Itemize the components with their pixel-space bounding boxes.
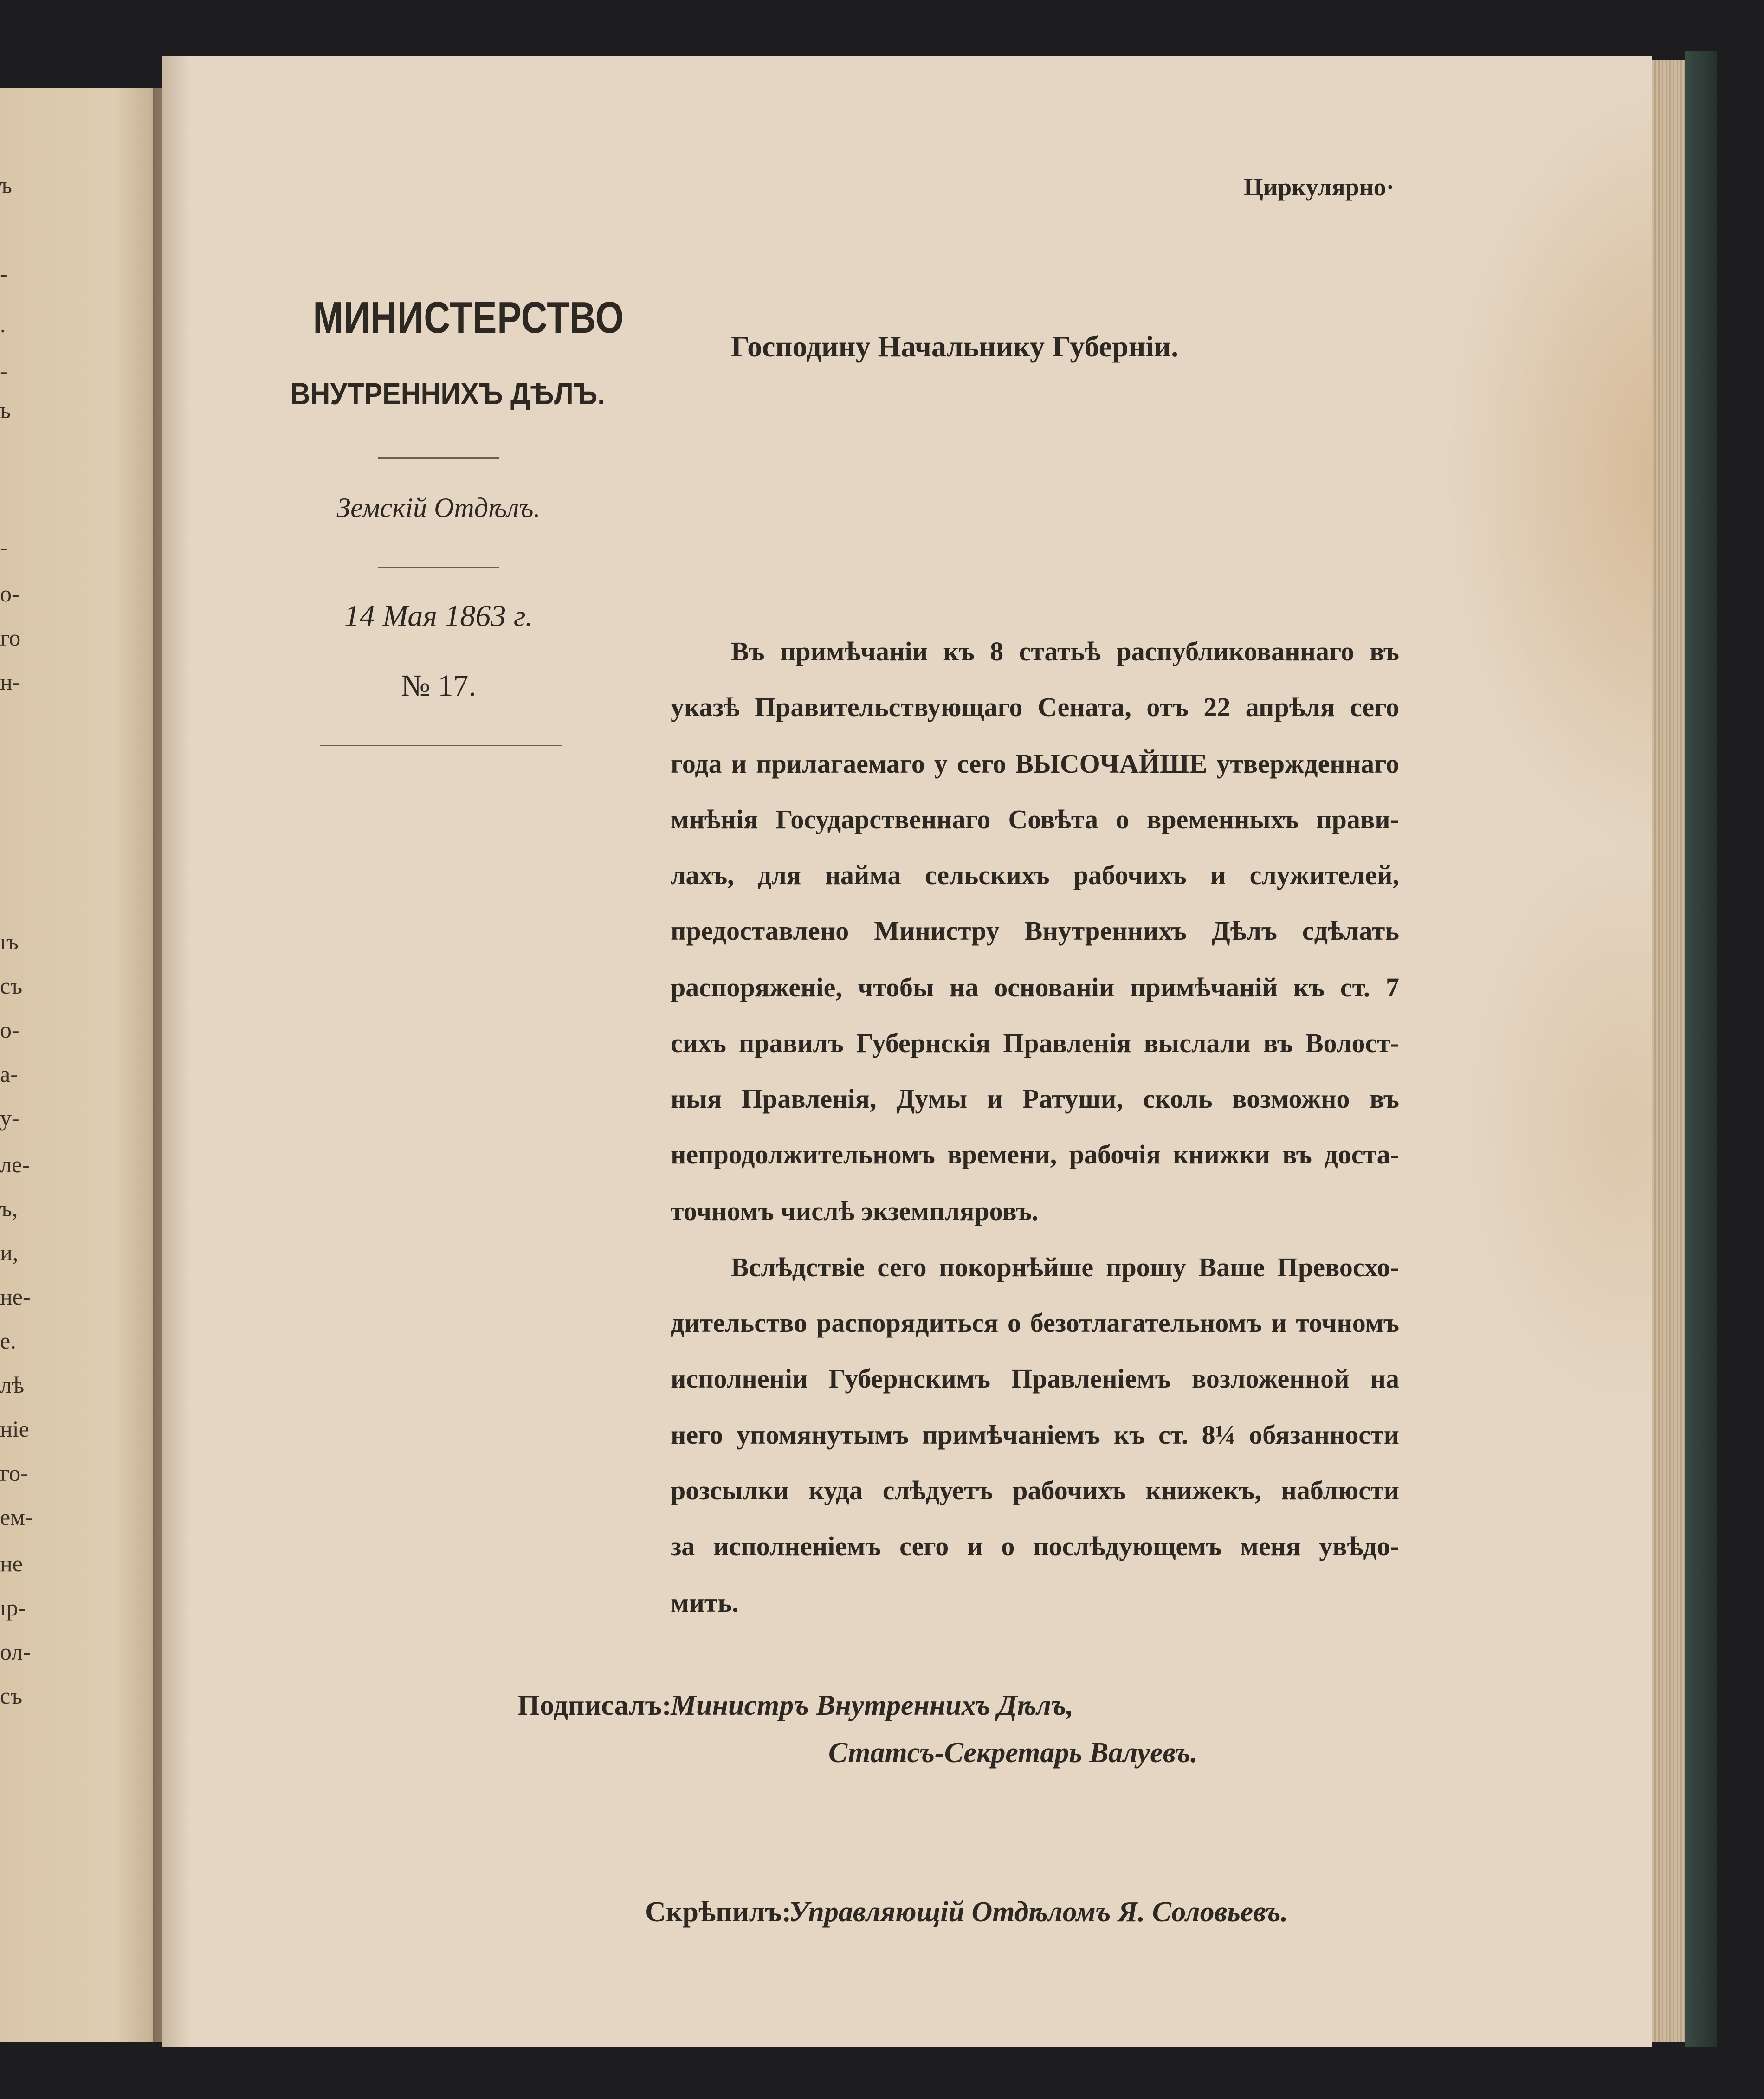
body-line: него упомянутымъ примѣчаніемъ къ ст. 8¼ обязанности <box>671 1420 1399 1450</box>
body-line: предоставлено Министру Внутреннихъ Дѣлъ сдѣлать <box>671 916 1399 946</box>
left-page-fragment: о- <box>0 1017 19 1043</box>
left-page-fragment: лѣ <box>0 1372 25 1398</box>
left-page-fragment: ıъ <box>0 929 19 955</box>
body-line: ныя Правленія, Думы и Ратуши, сколь возможно въ <box>671 1084 1399 1114</box>
ministry-subtitle: ВНУТРЕННИХЪ ДѢЛЪ. <box>290 376 605 411</box>
circular-mark: Циркулярно· <box>1244 173 1395 201</box>
body-line: года и прилагаемаго у сего ВЫСОЧАЙШЕ утвержденнаго <box>671 749 1399 779</box>
left-page-fragment: ь <box>0 397 11 423</box>
body-line: за исполненіемъ сего и о послѣдующемъ меня увѣдо- <box>671 1531 1399 1561</box>
body-line: сихъ правилъ Губернскія Правленія выслали въ Волост- <box>671 1028 1399 1058</box>
body-line: дительство распорядиться о безотлагательномъ и точномъ <box>671 1308 1399 1338</box>
left-page-fragment: ле- <box>0 1151 30 1177</box>
ministry-title: МИНИСТЕРСТВО <box>313 293 624 342</box>
left-page-fragment: съ <box>0 1683 23 1709</box>
left-page-fragment: и, <box>0 1240 19 1266</box>
page-edges <box>1652 60 1685 2042</box>
left-page-fragment: съ <box>0 973 23 999</box>
divider <box>378 457 499 459</box>
left-page-fragment: го- <box>0 1460 28 1486</box>
signatory-name: Статсъ-Секретарь Валуевъ. <box>828 1737 1198 1769</box>
body-line: мить. <box>671 1588 739 1618</box>
body-line: точномъ числѣ экземпляровъ. <box>671 1196 1039 1226</box>
left-page-fragment: не- <box>0 1284 31 1310</box>
body-line: розсылки куда слѣдуетъ рабочихъ книжекъ, наблюсти <box>671 1475 1399 1505</box>
left-page-fragment: а- <box>0 1061 18 1087</box>
left-page-fragment: о- <box>0 581 19 607</box>
signed-label: Подписалъ: <box>517 1690 672 1721</box>
divider <box>378 567 499 568</box>
countersign-label: Скрѣпилъ: <box>645 1896 792 1928</box>
left-page-fragment: ъ, <box>0 1195 18 1221</box>
body-line: Въ примѣчаніи къ 8 статьѣ распубликованнаго въ <box>731 636 1399 666</box>
left-page-fragment: н- <box>0 669 20 695</box>
left-page-fragment: ıр- <box>0 1595 26 1621</box>
body-line: мнѣнія Государственнаго Совѣта о временныхъ прави- <box>671 804 1399 834</box>
body-line: указѣ Правительствующаго Сената, отъ 22 апрѣля сего <box>671 692 1399 722</box>
addressee: Господину Начальнику Губерніи. <box>731 330 1179 363</box>
body-line: непродолжительномъ времени, рабочія книжки въ доста- <box>671 1139 1399 1169</box>
left-page-fragment: го <box>0 625 21 651</box>
left-page-fragment: е. <box>0 1328 16 1354</box>
body-line: исполненіи Губернскимъ Правленіемъ возложенной на <box>671 1363 1399 1394</box>
left-page-fragment: - <box>0 534 8 560</box>
left-page-fragment: не <box>0 1550 23 1576</box>
left-page-fragment: у- <box>0 1105 19 1131</box>
body-line: лахъ, для найма сельскихъ рабочихъ и служителей, <box>671 860 1399 890</box>
left-page-fragment: ніе <box>0 1416 29 1442</box>
left-page-fragment: - <box>0 260 8 286</box>
document-date: 14 Мая 1863 г. <box>344 599 533 633</box>
document-number: № 17. <box>401 669 476 703</box>
department-name: Земскій Отдѣлъ. <box>336 492 541 523</box>
left-page-fragment: ем- <box>0 1504 33 1530</box>
left-page-fragment: - <box>0 358 8 384</box>
signatory-title: Министръ Внутреннихъ Дѣлъ, <box>671 1690 1074 1721</box>
divider <box>320 745 562 746</box>
countersign-value: Управляющій Отдѣломъ Я. Соловьевъ. <box>789 1896 1288 1928</box>
left-page-fragment: . <box>0 311 6 337</box>
body-line: распоряженіе, чтобы на основаніи примѣчаній къ ст. 7 <box>671 972 1399 1002</box>
body-line: Вслѣдствіе сего покорнѣйше прошу Ваше Превосхо- <box>731 1252 1399 1282</box>
left-page-fragment: ол- <box>0 1639 31 1665</box>
previous-page <box>0 88 162 2042</box>
left-page-fragment: ъ <box>0 172 12 198</box>
book-binding <box>1685 51 1717 2047</box>
